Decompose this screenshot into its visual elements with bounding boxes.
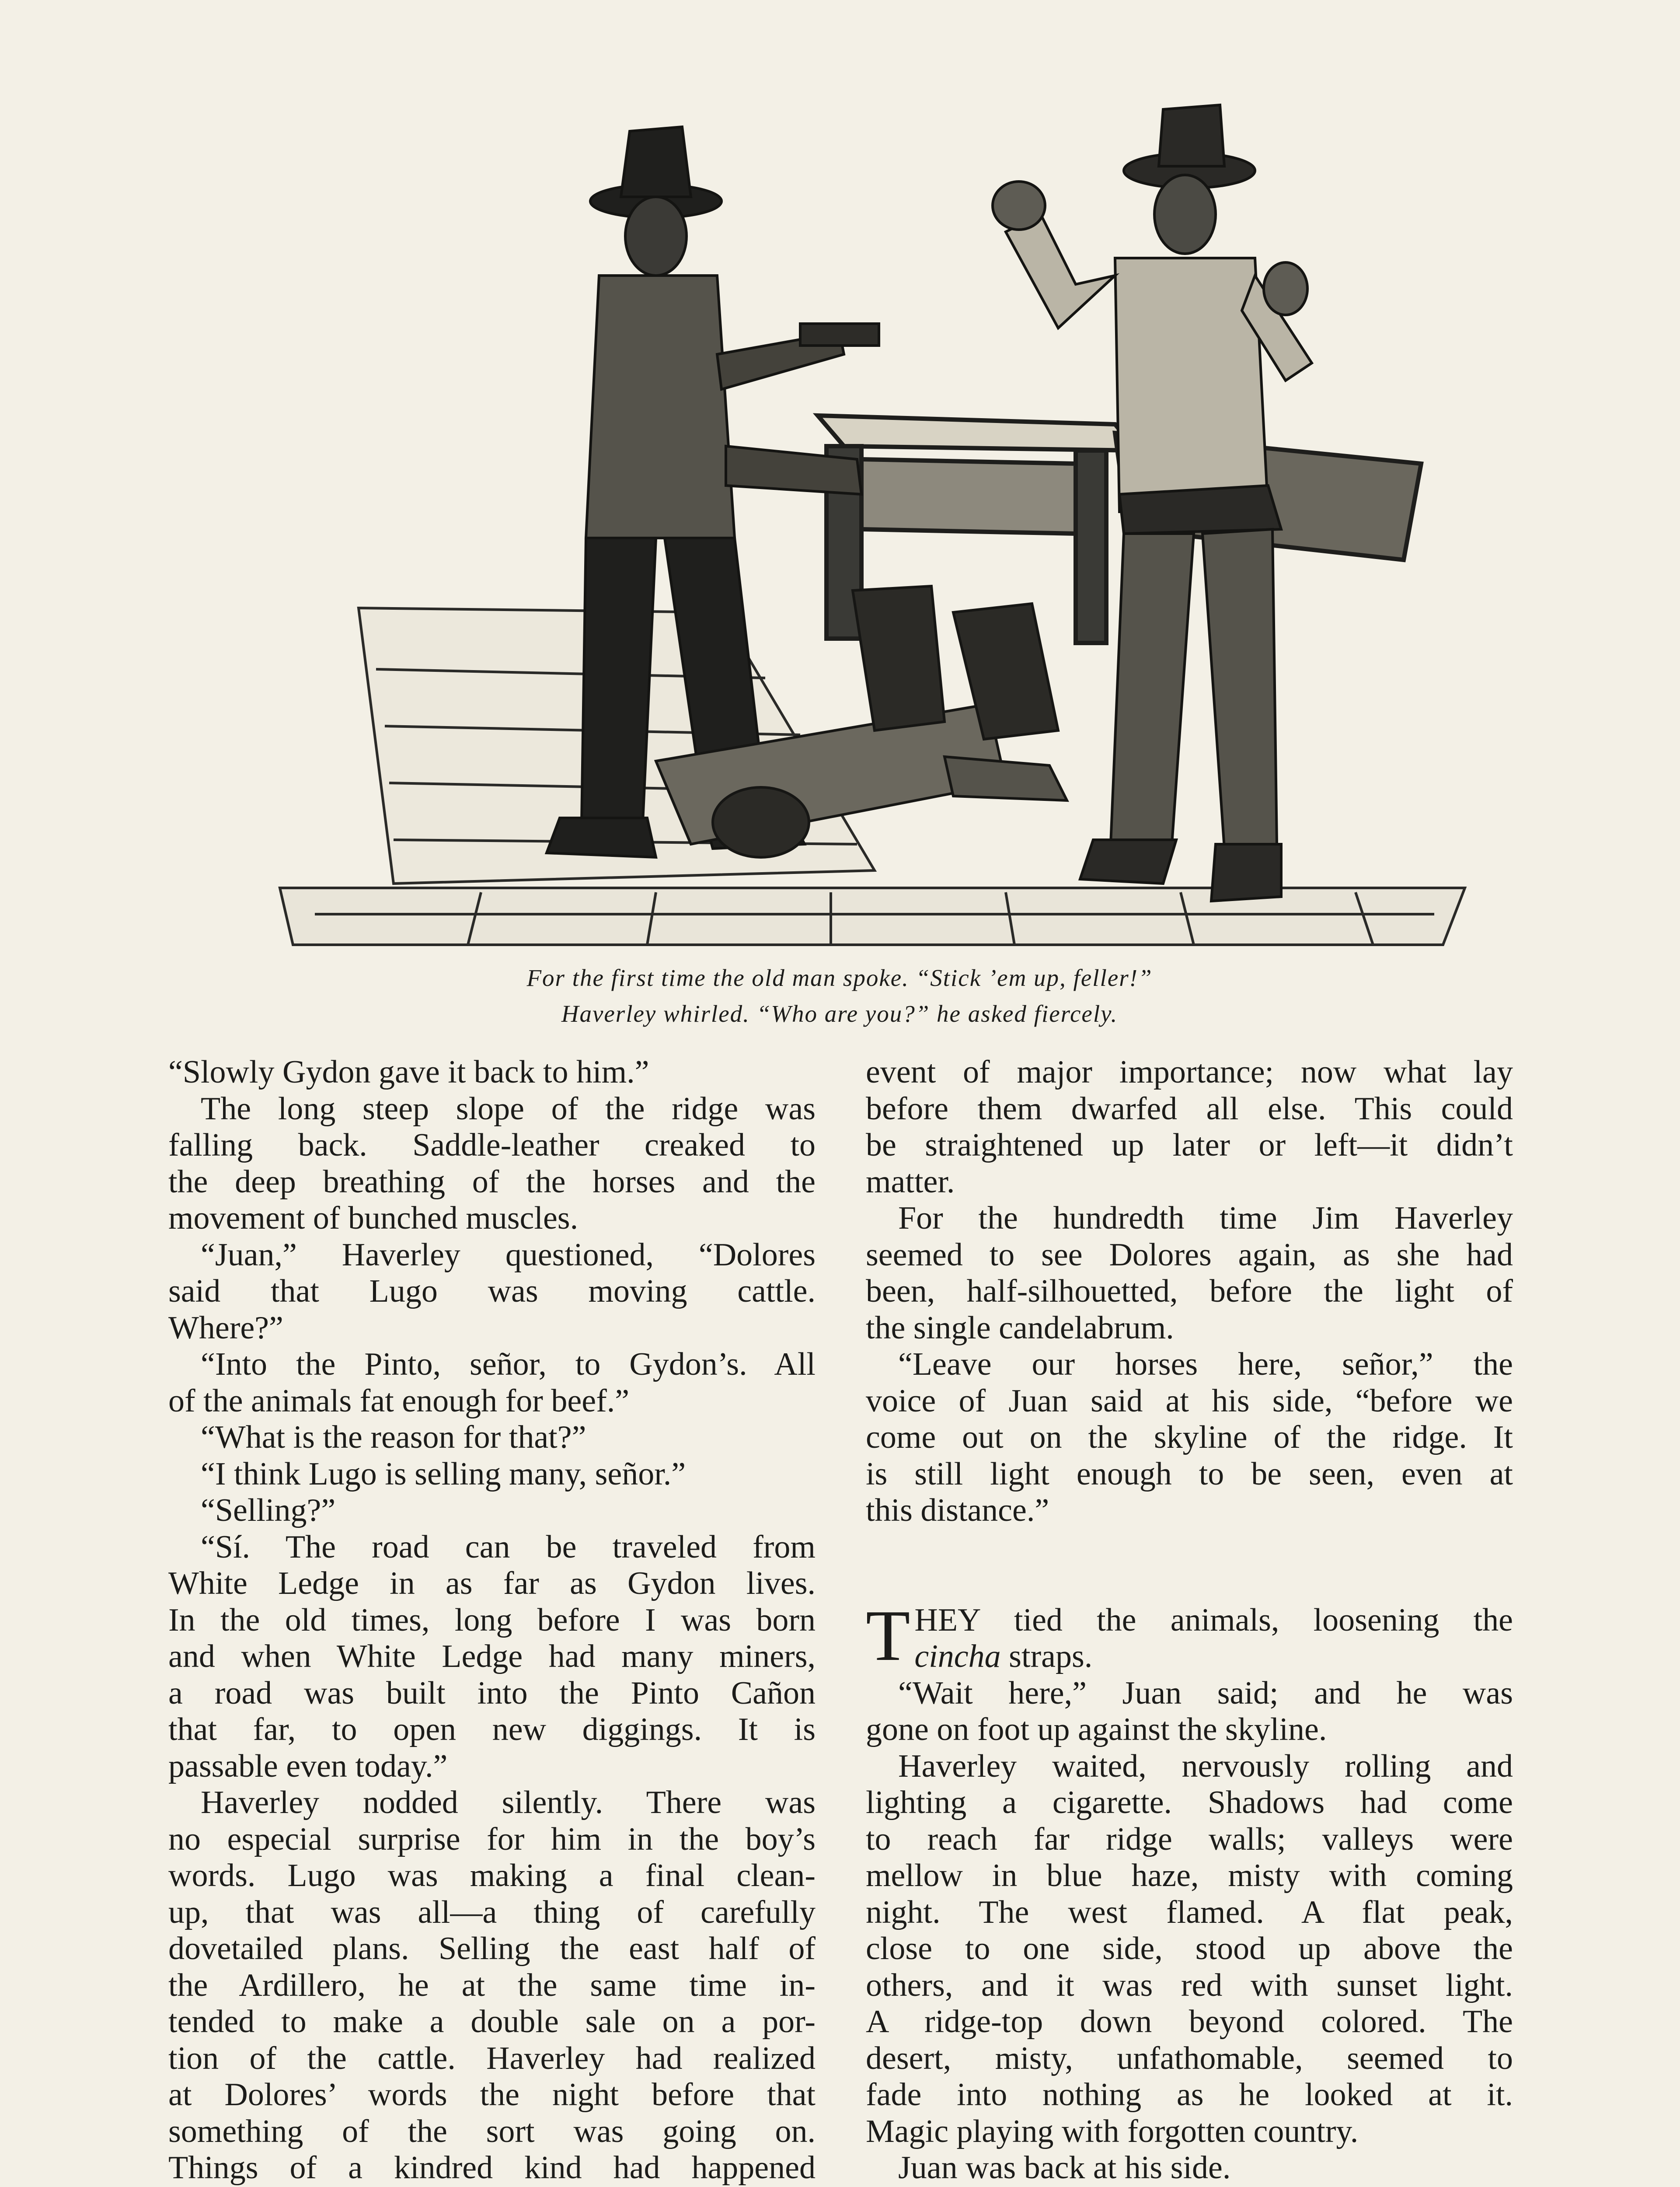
text-line: Haverley nodded silently. There was [201,1785,816,1820]
text-line: is still light enough to be seen, even at [866,1456,1513,1492]
text-line: others, and it was red with sunset light. [866,1967,1513,2003]
section-opening [866,1595,1513,2187]
drop-cap: T [866,1595,910,1676]
left-text-column [168,1054,816,2187]
text-line: said that Lugo was moving cattle. [168,1273,816,1309]
text-line: words. Lugo was making a final clean- [168,1858,816,1894]
text-line: matter. [866,1163,955,1200]
text-line: “What is the reason for that?” [201,1419,586,1455]
text-line: Where?” [168,1310,283,1346]
text-line: this distance.” [866,1492,1049,1528]
text-line: passable even today.” [168,1748,448,1784]
text-line: that far, to open new diggings. It is [168,1712,816,1747]
text-line: to reach far ridge walls; valleys were [866,1821,1513,1857]
text-line: a road was built into the Pinto Cañon [168,1675,816,1711]
text-line: seemed to see Dolores again, as she had [866,1237,1513,1273]
text-line: Things of a kindred kind had happened [168,2150,816,2186]
text-line: night. The west flamed. A flat peak, [866,1894,1513,1930]
caption-line-1: For the first time the old man spoke. “Stick ’em up, feller!” [526,964,1153,991]
text-line: tended to make a double sale on a por- [168,2004,816,2040]
text-line: For the hundredth time Jim Haverley [898,1200,1513,1236]
section-break-2 [866,1565,1513,1602]
text-line: come out on the skyline of the ridge. It [866,1419,1513,1455]
right-column-upper-text [866,1054,1513,1529]
text-line: be straightened up later or left—it didn’t [866,1127,1513,1163]
text-line: desert, misty, unfathomable, seemed to [866,2040,1513,2076]
text-line: lighting a cigarette. Shadows had come [866,1785,1513,1820]
text-line: dovetailed plans. Selling the east half of [168,1931,816,1967]
text-line: “Slowly Gydon gave it back to him.” [168,1054,649,1090]
text-line: something of the sort was going on. [168,2113,816,2149]
text-line: of the animals fat enough for beef.” [168,1383,630,1419]
text-line: HEY tied the animals, loosening the [914,1602,1513,1638]
text-line: voice of Juan said at his side, “before we [866,1383,1513,1419]
illustration-caption [306,960,1373,1032]
story-illustration [262,101,1487,975]
right-text-column [866,1054,1513,2187]
text-line: “Sí. The road can be traveled from [201,1529,816,1565]
text-line: “Juan,” Haverley questioned, “Dolores [201,1237,816,1273]
text-line: the Ardillero, he at the same time in- [168,1967,816,2003]
text-line: and when White Ledge had many miners, [168,1639,816,1674]
text-line: tion of the cattle. Haverley had realized [168,2040,816,2076]
text-line: White Ledge in as far as Gydon lives. [168,1565,816,1601]
text-line: been, half-silhouetted, before the light of [866,1273,1513,1309]
text-line: “I think Lugo is selling many, señor.” [201,1456,686,1492]
text-line: mellow in blue haze, misty with coming [866,1858,1513,1894]
text-line: movement of bunched muscles. [168,1200,579,1236]
text-line: A ridge-top down beyond colored. The [866,2004,1513,2040]
text-line: up, that was all—a thing of carefully [168,1894,816,1930]
text-line: gone on foot up against the skyline. [866,1712,1327,1747]
right-column-lower-text [866,1595,1513,2187]
text-line: The long steep slope of the ridge was [201,1090,816,1127]
text-line: Magic playing with forgotten country. [866,2113,1359,2149]
text-line: “Leave our horses here, señor,” the [898,1346,1513,1382]
text-line: “Wait here,” Juan said; and he was [898,1675,1513,1711]
text-line: the deep breathing of the horses and the [168,1163,816,1200]
text-line: cincha straps. [914,1639,1093,1674]
text-line: “Selling?” [201,1492,336,1528]
text-line: fade into nothing as he looked at it. [866,2077,1513,2113]
text-line: falling back. Saddle-leather creaked to [168,1127,816,1163]
text-line: close to one side, stood up above the [866,1931,1513,1967]
text-line: Haverley waited, nervously rolling and [898,1748,1513,1784]
text-line: In the old times, long before I was born [168,1602,816,1638]
text-line: before them dwarfed all else. This could [866,1090,1513,1127]
text-line: event of major importance; now what lay [866,1054,1513,1090]
section-break [866,1529,1513,1566]
text-line: Juan was back at his side. [898,2150,1231,2186]
text-line: “Into the Pinto, señor, to Gydon’s. All [201,1346,816,1382]
caption-line-2: Haverley whirled. “Who are you?” he asked fiercely. [561,1000,1118,1027]
text-line: the single candelabrum. [866,1310,1174,1346]
text-line: at Dolores’ words the night before that [168,2077,816,2113]
text-line: no especial surprise for him in the boy’s [168,1821,816,1857]
